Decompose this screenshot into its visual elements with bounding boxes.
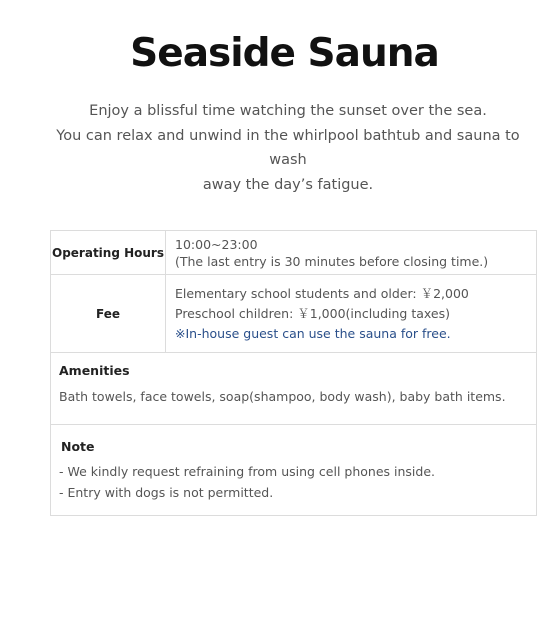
intro-line-2: You can relax and unwind in the whirlpool bathtub and sauna to wash <box>56 127 520 168</box>
hours-label: Operating Hours <box>51 231 166 274</box>
hours-last-entry: (The last entry is 30 minutes before closing time.) <box>175 253 489 269</box>
fee-label: Fee <box>51 275 166 352</box>
fee-line-child: Preschool children: ￥1,000(including taxes) <box>175 305 450 321</box>
info-table <box>50 230 537 516</box>
fee-value <box>166 275 536 352</box>
note-item-dogs: - Entry with dogs is not permitted. <box>59 484 274 500</box>
intro-line-3: away the day’s fatigue. <box>202 176 374 193</box>
page-title: Seaside Sauna <box>130 31 439 76</box>
hours-time: 10:00~23:00 <box>175 236 258 252</box>
hours-row <box>51 231 536 275</box>
fee-row <box>51 275 536 353</box>
note-list <box>59 462 528 503</box>
fee-line-guest-note: ※In-house guest can use the sauna for free. <box>175 325 451 341</box>
fee-line-adult: Elementary school students and older: ￥2,000 <box>175 285 469 301</box>
note-label: Note <box>61 439 95 454</box>
amenities-label: Amenities <box>59 363 130 378</box>
intro-line-1: Enjoy a blissful time watching the sunset over the sea. <box>89 103 487 119</box>
amenities-section <box>51 353 536 425</box>
note-item-phones: - We kindly request refraining from using cell phones inside. <box>59 464 435 479</box>
amenities-text: Bath towels, face towels, soap(shampoo, body wash), baby bath items. <box>59 389 506 404</box>
intro-text <box>40 99 536 197</box>
hours-value <box>166 231 536 274</box>
note-section <box>51 425 536 515</box>
